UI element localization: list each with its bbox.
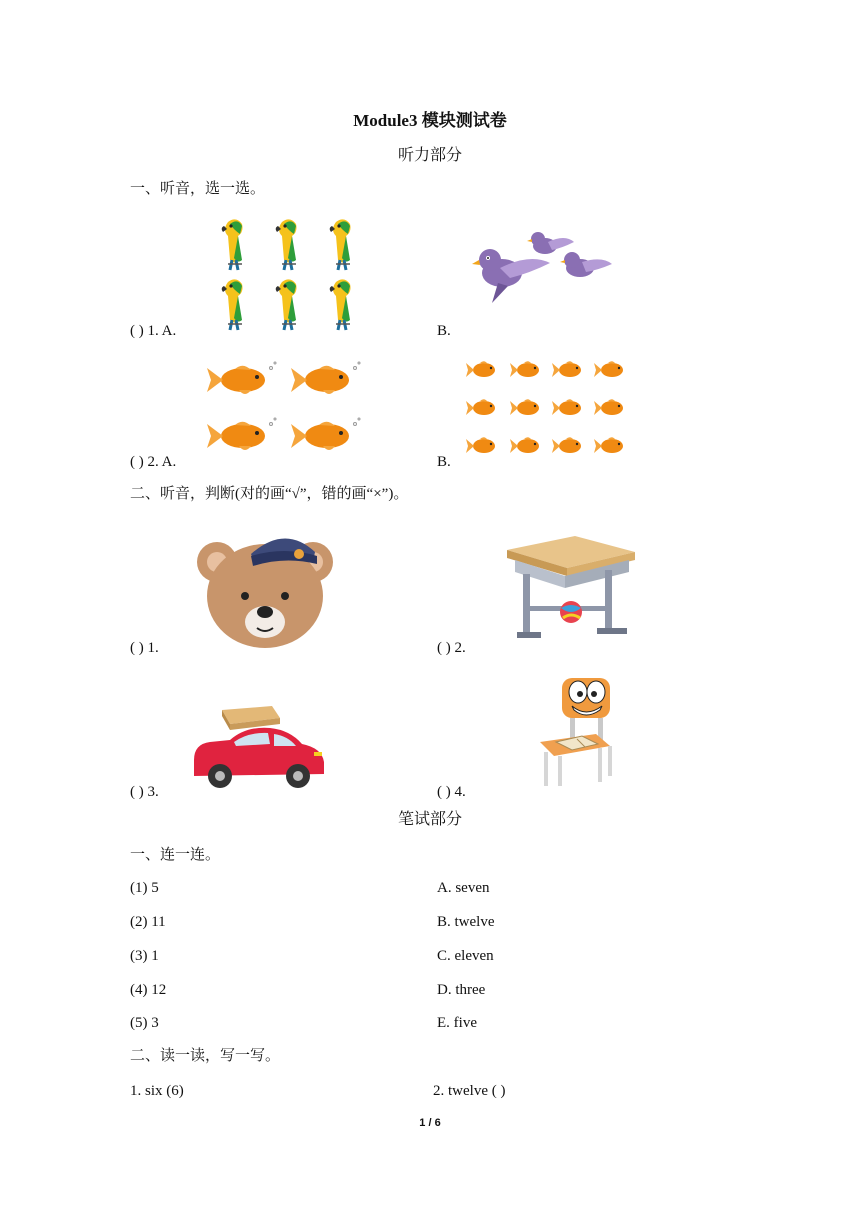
- goldfish-twelve-image: [464, 352, 634, 464]
- match-left-item: (5) 3: [130, 1015, 159, 1031]
- write-item-1: 1. six (6): [130, 1083, 184, 1099]
- match-left-item: (4) 12: [130, 982, 167, 998]
- judge-q2-label: ( ) 2.: [437, 640, 466, 656]
- parrots-image: [212, 212, 372, 332]
- match-right-item: E. five: [437, 1015, 477, 1031]
- judge-q3-label: ( ) 3.: [130, 784, 159, 800]
- bear-with-hat-image: [195, 524, 335, 650]
- goldfish-four-image: [205, 350, 365, 468]
- match-right-item: C. eleven: [437, 948, 494, 964]
- judge-q1-label: ( ) 1.: [130, 640, 159, 656]
- listen-q2-b-label: B.: [437, 454, 451, 470]
- match-left-item: (1) 5: [130, 880, 159, 896]
- writing-heading: 笔试部分: [397, 811, 462, 828]
- write-item-2: 2. twelve ( ): [433, 1083, 506, 1099]
- listen-part2-instruction: 二、听音，判断(对的画“√”，错的画“×”)。: [130, 486, 409, 502]
- judge-q4-label: ( ) 4.: [437, 784, 466, 800]
- desk-with-ball-image: [505, 536, 640, 646]
- page-title: Module3 模块测试卷: [353, 111, 507, 130]
- match-right-item: D. three: [437, 982, 486, 998]
- listen-q1-b-label: B.: [437, 323, 451, 339]
- match-left-item: (3) 1: [130, 948, 159, 964]
- match-left-item: (2) 11: [130, 914, 166, 930]
- listen-part1-instruction: 一、听音，选一选。: [130, 181, 266, 197]
- listen-q1-label: ( ) 1. A.: [130, 323, 177, 339]
- match-right-item: B. twelve: [437, 914, 495, 930]
- match-right-item: A. seven: [437, 880, 490, 896]
- write-part1-instruction: 一、连一连。: [130, 847, 221, 863]
- write-part2-instruction: 二、读一读，写一写。: [130, 1048, 281, 1064]
- page-number: 1 / 6: [419, 1117, 441, 1129]
- listening-heading: 听力部分: [397, 147, 462, 164]
- listen-q2-label: ( ) 2. A.: [130, 454, 177, 470]
- chair-with-book-image: [536, 672, 618, 788]
- car-with-box-image: [190, 704, 328, 790]
- birds-image: [470, 228, 620, 313]
